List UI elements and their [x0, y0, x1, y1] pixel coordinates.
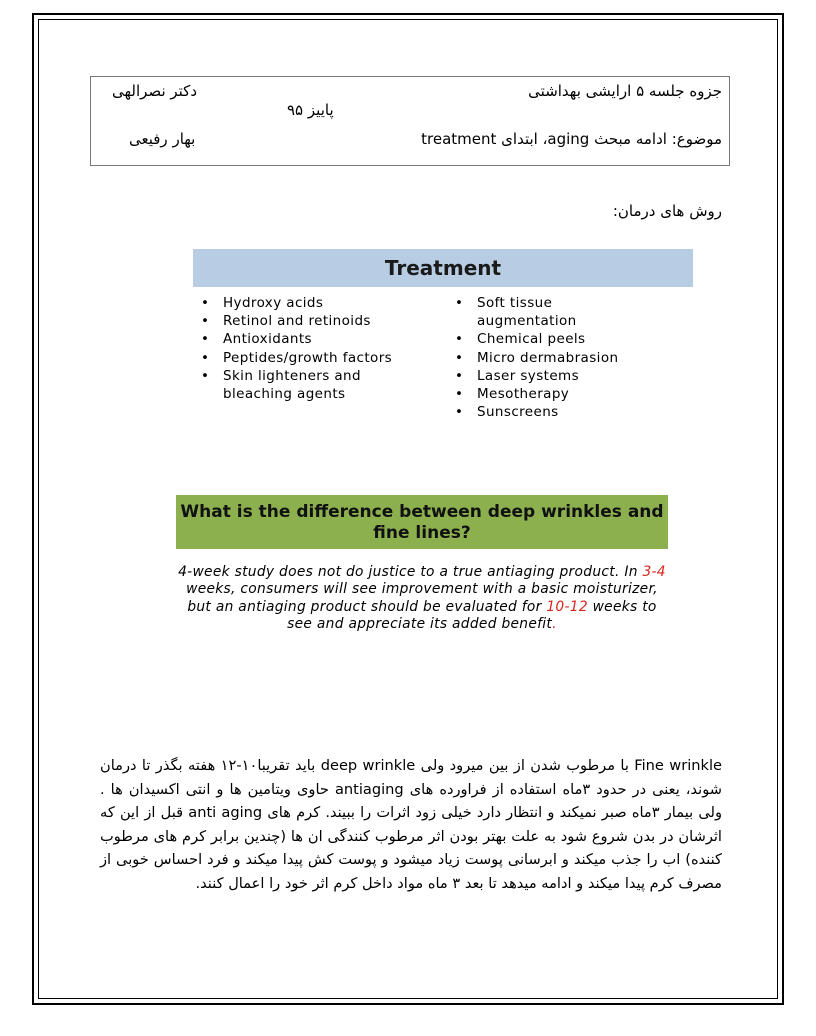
- highlight-weeks-long: 10-12: [546, 598, 588, 615]
- list-item: • Retinol and retinoids: [197, 312, 437, 330]
- quote-text: weeks to see and appreciate its added benefit: [287, 598, 657, 633]
- quote-end: .: [552, 616, 557, 633]
- list-item: • Skin lighteners and bleaching agents: [197, 367, 403, 403]
- list-item: • Micro dermabrasion: [451, 349, 691, 367]
- section-label: روش های درمان:: [612, 202, 722, 220]
- topic: موضوع: ادامه مبحث aging، ابتدای treatment: [421, 130, 722, 148]
- body-paragraph: Fine wrinkle با مرطوب شدن از بین میرود ولی deep wrinkle باید تقریبا۱۰-۱۲ هفته بگذر تا درمان شوند، یعنی در حدود ۳ماه استفاده از فراورده های antiaging حاوی ویتامین ها و انتی اکسیدان ها . ولی بیمار ۳ماه صبر نمیکند و انتظار دارد خیلی زود اثرات را ببیند. کرم های anti aging قبل از این که اثرشان در بدن شروع شود به علت بهتر بودن اثر مرطوب کنندگی ان ها (چندین برابر کرم های مرطوب کننده) اب را جذب میکند و ابرسانی پوست زیاد میشود و پوست کش پیدا میکند و فرد احساس خوبی از مصرف کرم پیدا میکند و ادامه میدهد تا بعد ۳ ماه مواد داخل کرم اثر خود را اعمال کنند.: [100, 757, 722, 892]
- question-slide-title: What is the difference between deep wrinkles and fine lines?: [176, 495, 668, 549]
- list-item: • Chemical peels: [451, 330, 691, 348]
- quote-text: 4-week study does not do justice to a true antiaging product. In: [178, 564, 643, 580]
- handout-title: جزوه جلسه ۵ ارایشی بهداشتی: [528, 82, 722, 100]
- list-item: • Hydroxy acids: [197, 294, 437, 312]
- treatment-list-left: [197, 294, 437, 403]
- professor-name: دکتر نصرالهی: [112, 82, 198, 100]
- semester: پاییز ۹۵: [287, 101, 334, 119]
- list-item: • Mesotherapy: [451, 385, 691, 403]
- list-item: • Soft tissue augmentation: [451, 294, 597, 330]
- list-item: • Sunscreens: [451, 403, 691, 421]
- treatment-list-right: [451, 294, 691, 421]
- quote-text: weeks, consumers will see improvement with a basic moisturizer, but an antiaging product should be evaluated for: [186, 581, 658, 615]
- treatment-slide-title: Treatment: [193, 249, 693, 287]
- list-item: • Laser systems: [451, 367, 691, 385]
- list-item: • Peptides/growth factors: [197, 349, 437, 367]
- author-name: بهار رفیعی: [129, 130, 196, 148]
- highlight-weeks-short: 3-4: [642, 564, 666, 580]
- list-item: • Antioxidants: [197, 330, 437, 348]
- study-quote: [176, 564, 668, 634]
